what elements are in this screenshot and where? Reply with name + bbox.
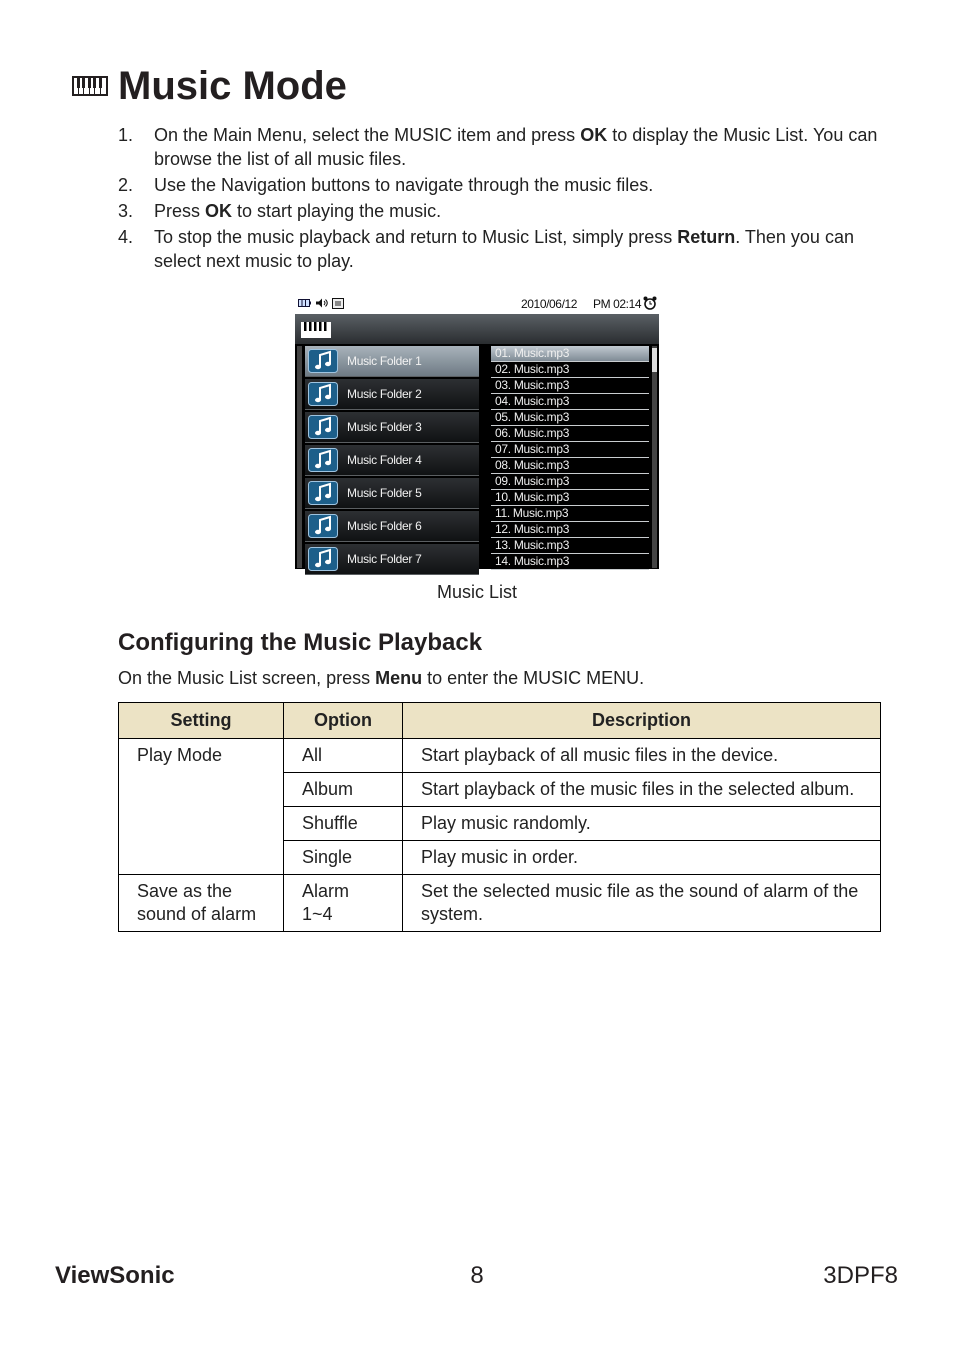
folder-label: Music Folder 6 — [347, 519, 422, 533]
option-cell: Shuffle — [284, 807, 403, 841]
folder-label: Music Folder 7 — [347, 552, 422, 566]
intro-text: On the Music List screen, press — [118, 668, 376, 688]
step-text: to start playing the music. — [232, 201, 442, 221]
step-keyword: OK — [580, 125, 608, 145]
step-text: . Then you can select next music to play. — [154, 227, 854, 271]
folder-list — [305, 346, 479, 577]
column-header: Setting — [119, 703, 284, 739]
battery-icon — [298, 298, 311, 308]
folder-label: Music Folder 3 — [347, 420, 422, 434]
description-cell: Start playback of all music files in the device. — [403, 739, 881, 773]
description-cell: Set the selected music file as the sound of alarm of the system. — [403, 875, 881, 932]
step-number: 1. — [118, 125, 134, 145]
step-text: Press — [154, 201, 206, 221]
music-note-icon — [308, 349, 338, 373]
page-title: Music Mode — [118, 64, 347, 108]
step-number: 3. — [118, 201, 134, 221]
list-item — [118, 173, 878, 197]
list-item — [118, 225, 878, 273]
file-item[interactable]: 07. Music.mp3 — [491, 442, 649, 458]
music-note-icon — [308, 514, 338, 538]
piano-icon — [72, 76, 108, 96]
folder-item[interactable] — [305, 412, 479, 443]
setting-cell: Play Mode — [119, 739, 284, 875]
footer-brand: ViewSonic — [55, 1262, 175, 1289]
status-icons — [298, 298, 344, 309]
time-readout: PM 02:14 — [593, 297, 642, 311]
left-scrollbar[interactable] — [297, 346, 302, 568]
file-item[interactable]: 12. Music.mp3 — [491, 522, 649, 538]
file-item[interactable]: 09. Music.mp3 — [491, 474, 649, 490]
screen-header — [295, 314, 659, 344]
date-readout: 2010/06/12 — [521, 297, 578, 311]
figure-caption: Music List — [436, 582, 517, 602]
file-item[interactable]: 10. Music.mp3 — [491, 490, 649, 506]
file-item[interactable]: 13. Music.mp3 — [491, 538, 649, 554]
file-item[interactable]: 06. Music.mp3 — [491, 426, 649, 442]
folder-item[interactable] — [305, 511, 479, 542]
intro-keyword: Menu — [375, 668, 423, 688]
step-text: On the Main Menu, select the MUSIC item and press — [154, 125, 581, 145]
footer-model: 3DPF8 — [823, 1262, 898, 1289]
step-keyword: OK — [205, 201, 233, 221]
file-list — [491, 346, 649, 570]
file-item[interactable]: 14. Music.mp3 — [491, 554, 649, 570]
music-note-icon — [308, 448, 338, 472]
option-cell: Single — [284, 841, 403, 875]
memory-card-icon — [332, 298, 344, 309]
step-text: Use the Navigation buttons to navigate through the music files. — [154, 175, 654, 195]
music-note-icon — [308, 415, 338, 439]
table-header-row — [119, 703, 881, 739]
settings-table — [118, 702, 881, 932]
description-cell: Play music in order. — [403, 841, 881, 875]
section-heading: Configuring the Music Playback — [118, 629, 483, 656]
scroll-thumb[interactable] — [652, 348, 657, 372]
title-row — [72, 62, 347, 110]
step-text: to display the Music List. You can browse the list of all music files. — [154, 125, 878, 169]
description-cell: Start playback of the music files in the selected album. — [403, 773, 881, 807]
music-note-icon — [308, 547, 338, 571]
file-item[interactable]: 11. Music.mp3 — [491, 506, 649, 522]
music-note-icon — [308, 481, 338, 505]
speaker-icon — [315, 298, 328, 308]
file-item[interactable]: 01. Music.mp3 — [491, 346, 649, 362]
status-bar — [295, 294, 659, 314]
music-list-screenshot — [295, 294, 659, 569]
music-note-icon — [308, 382, 338, 406]
folder-item[interactable] — [305, 346, 479, 377]
step-number: 4. — [118, 227, 134, 247]
folder-label: Music Folder 5 — [347, 486, 422, 500]
file-item[interactable]: 08. Music.mp3 — [491, 458, 649, 474]
file-item[interactable]: 04. Music.mp3 — [491, 394, 649, 410]
description-cell: Play music randomly. — [403, 807, 881, 841]
folder-label: Music Folder 2 — [347, 387, 422, 401]
file-item[interactable]: 05. Music.mp3 — [491, 410, 649, 426]
step-keyword: Return — [677, 227, 736, 247]
column-header: Description — [403, 703, 881, 739]
step-text: To stop the music playback and return to Music List, simply press — [154, 227, 678, 247]
column-header: Option — [284, 703, 403, 739]
alarm-clock-icon — [643, 296, 657, 310]
list-item — [118, 123, 878, 171]
folder-item[interactable] — [305, 379, 479, 410]
table-row — [119, 739, 881, 773]
instruction-list — [118, 123, 878, 275]
piano-icon — [301, 322, 331, 338]
folder-label: Music Folder 4 — [347, 453, 422, 467]
list-item — [118, 199, 878, 223]
intro-text: to enter the MUSIC MENU. — [422, 668, 645, 688]
page-number: 8 — [470, 1262, 484, 1289]
setting-cell: Save as the sound of alarm — [119, 875, 284, 932]
right-scrollbar[interactable] — [652, 346, 657, 568]
file-item[interactable]: 02. Music.mp3 — [491, 362, 649, 378]
step-number: 2. — [118, 175, 134, 195]
folder-label: Music Folder 1 — [347, 354, 422, 368]
option-cell: Alarm 1~4 — [284, 875, 403, 932]
option-cell: All — [284, 739, 403, 773]
device-screen — [295, 314, 659, 569]
section-intro — [118, 668, 644, 689]
option-cell: Album — [284, 773, 403, 807]
file-item[interactable]: 03. Music.mp3 — [491, 378, 649, 394]
table-row — [119, 875, 881, 932]
folder-item[interactable] — [305, 445, 479, 476]
folder-item[interactable] — [305, 544, 479, 575]
folder-item[interactable] — [305, 478, 479, 509]
